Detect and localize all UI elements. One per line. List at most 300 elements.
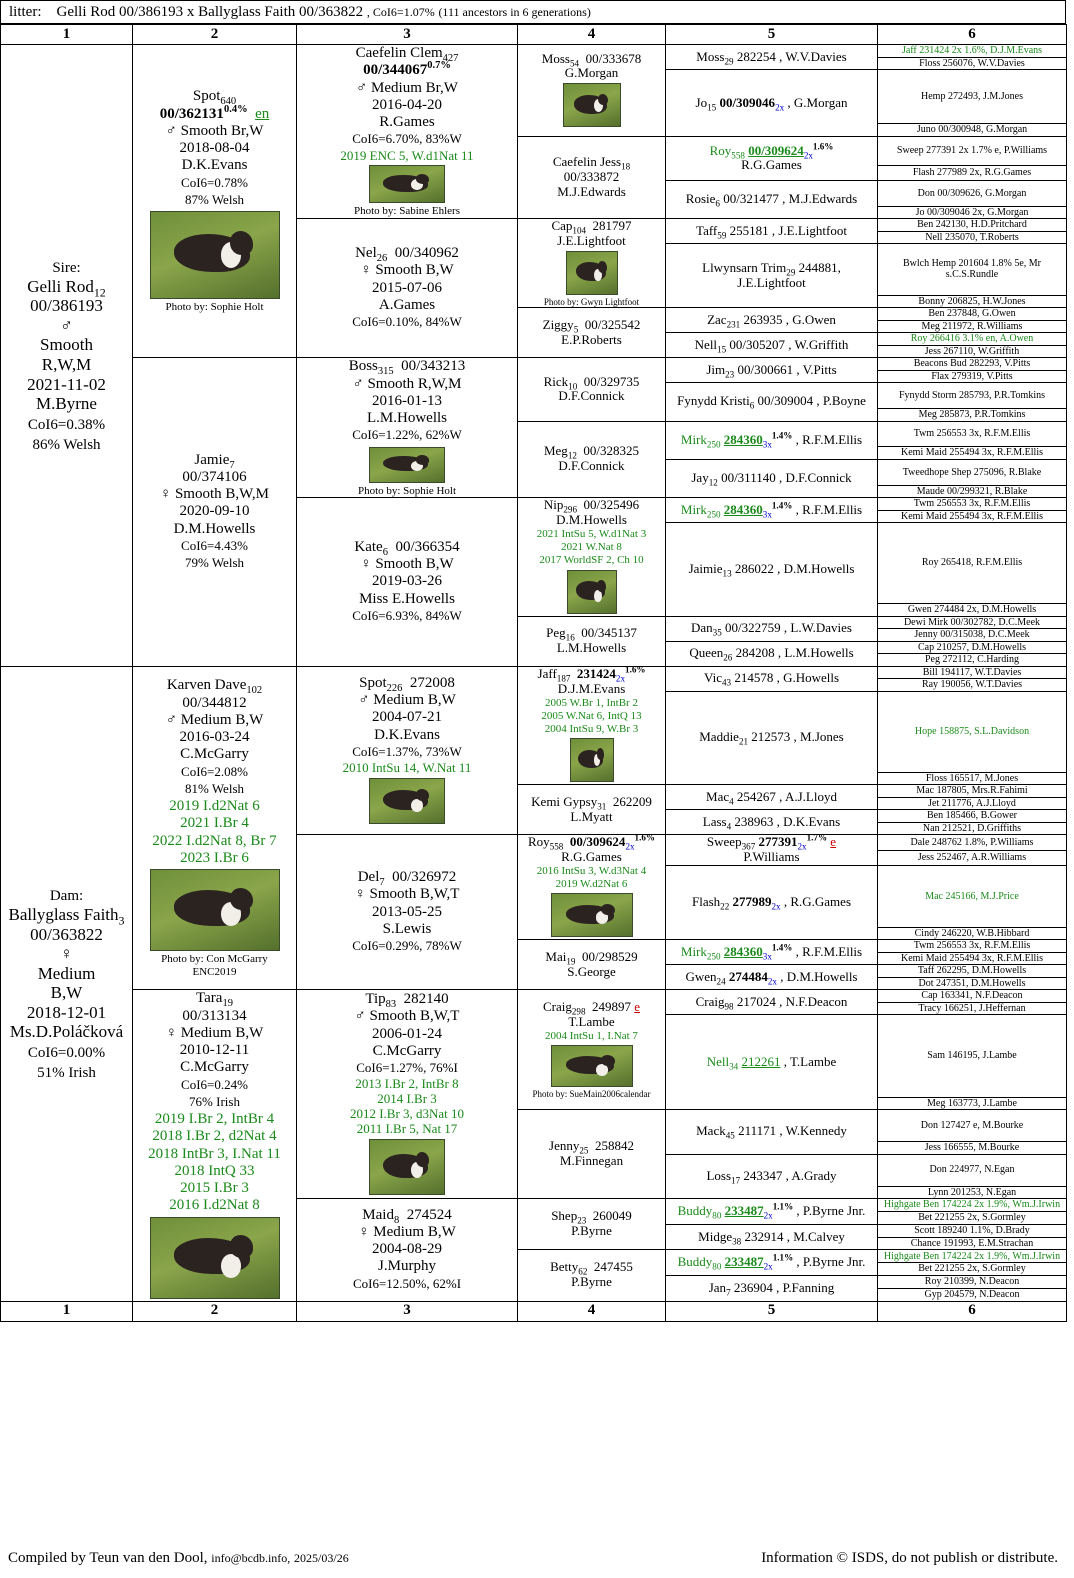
- g6-ancestor[interactable]: Highgate Ben 174224 2x 1.9%, Wm.J.Irwin: [883, 1250, 1061, 1262]
- footer-compiled: Compiled by Teun van den Dool,: [8, 1550, 208, 1566]
- g5-name[interactable]: Jaimie: [688, 560, 723, 576]
- g2-spot-name[interactable]: Spot: [192, 88, 221, 105]
- g5-name[interactable]: Loss: [706, 1167, 732, 1183]
- g6-ancestor[interactable]: Jet 211776, A.J.Lloyd: [928, 797, 1016, 809]
- g6-ancestor[interactable]: Floss 256076, W.V.Davies: [919, 57, 1025, 69]
- g6-ancestor[interactable]: Jenny 00/315038, D.C.Meek: [914, 629, 1030, 641]
- g3-kate-born: 2019-03-26: [372, 573, 442, 590]
- g5-sub: 59: [717, 230, 727, 241]
- g4-cell: [518, 1199, 666, 1250]
- g2-karven-sex: ♂ Medium B,W: [165, 711, 264, 728]
- g5-name[interactable]: Jan: [708, 1279, 727, 1295]
- g3-maid-name[interactable]: Maid: [362, 1206, 394, 1223]
- dam-coi: CoI6=0.00%: [27, 1044, 106, 1061]
- g5-reg[interactable]: 284360: [723, 943, 763, 959]
- g6-ancestor[interactable]: Meg 211972, R.Williams: [921, 320, 1023, 332]
- g5-name[interactable]: Dan: [690, 620, 713, 636]
- g6-ancestor[interactable]: Bet 221255 2x, S.Gormley: [918, 1212, 1026, 1224]
- g4-name[interactable]: Caefelin Jess: [552, 154, 622, 170]
- g2-spot-pct: 0.4%: [223, 103, 248, 115]
- g5-cell: [666, 865, 878, 939]
- g4-reg: 249897: [592, 999, 631, 1015]
- column-number: 3: [297, 25, 518, 45]
- g6-ancestor[interactable]: Don 00/309626, G.Morgan: [917, 187, 1027, 199]
- g4-name[interactable]: Meg: [543, 443, 568, 459]
- dam-born: 2018-12-01: [26, 1002, 107, 1022]
- g2-tara-breed: 76% Irish: [189, 1093, 240, 1109]
- g2-jamie-born: 2020-09-10: [179, 503, 250, 520]
- g4-name[interactable]: Mai: [545, 948, 567, 964]
- g4-reg: 258842: [594, 1138, 634, 1154]
- g6-cell: [878, 691, 1067, 772]
- g5-name[interactable]: Flash: [691, 894, 721, 910]
- g3-kate-name[interactable]: Kate: [354, 538, 383, 555]
- g6-ancestor[interactable]: Sam 146195, J.Lambe: [927, 1050, 1017, 1062]
- award-line: 2021 IntSu 5, W.d1Nat 3: [536, 528, 647, 541]
- g6-cell: [878, 498, 1067, 511]
- g2-jamie-sub: 7: [229, 459, 235, 471]
- g6-cell: [878, 333, 1067, 346]
- g6-cell: [878, 965, 1067, 978]
- award-line: 2015 I.Br 3: [180, 1180, 249, 1197]
- column-number: 6: [878, 25, 1067, 45]
- g2-jamie-breed: 79% Welsh: [184, 555, 244, 571]
- sire-coi: CoI6=0.38%: [27, 416, 106, 433]
- g6-ancestor[interactable]: Sweep 277391 2x 1.7% e, P.Williams: [896, 145, 1048, 156]
- column-number: 2: [133, 1301, 297, 1321]
- g4-name[interactable]: Nip: [543, 497, 564, 513]
- g5-reg: 00/300661: [737, 361, 794, 377]
- g4-reg: 260049: [592, 1208, 632, 1224]
- g6-ancestor[interactable]: Chance 191993, E.M.Strachan: [910, 1237, 1034, 1249]
- award-line: 2018 I.Br 2, d2Nat 4: [152, 1128, 277, 1145]
- g4-name[interactable]: Moss: [541, 50, 570, 66]
- g5-name[interactable]: Jim: [706, 361, 726, 377]
- g5-name[interactable]: Queen: [689, 645, 724, 661]
- g3-clem-reg: 00/344067: [363, 62, 428, 79]
- g6-ancestor[interactable]: Mac 187805, Mrs.R.Fahimi: [916, 785, 1028, 797]
- g3-del-name[interactable]: Del: [357, 869, 380, 886]
- g5-cell: [666, 498, 878, 523]
- g4-reg: 00/328325: [583, 443, 640, 459]
- g5-reg[interactable]: 284360: [723, 501, 763, 517]
- g6-cell: [878, 57, 1067, 70]
- award-line: 2019 I.Br 2, IntBr 4: [154, 1111, 275, 1128]
- g6-ancestor[interactable]: Jess 267110, W.Griffith: [924, 345, 1020, 357]
- g2-tara-sex: ♀ Medium B,W: [165, 1024, 264, 1041]
- g2-karven-name[interactable]: Karven Dave: [166, 677, 247, 694]
- g5-name[interactable]: Mac: [706, 788, 730, 804]
- g3-kate-coi: CoI6=6.93%, 84%W: [352, 607, 462, 623]
- g3-tip-born: 2006-01-24: [372, 1025, 442, 1042]
- g2-karven-owner: C.McGarry: [180, 746, 249, 763]
- g6-ancestor[interactable]: Dot 247351, D.M.Howells: [918, 977, 1026, 989]
- g6-ancestor[interactable]: Cindy 246220, W.B.Hibbard: [914, 927, 1030, 939]
- g5-pct: 1.4%: [771, 500, 793, 511]
- g3-spot2-name[interactable]: Spot: [359, 674, 387, 691]
- g5-multiplier: 3x: [762, 439, 772, 450]
- g6-ancestor[interactable]: Nan 212521, D.Griffiths: [922, 822, 1022, 834]
- g5-owner: , M.J.Edwards: [782, 191, 858, 207]
- g5-cell: [666, 1110, 878, 1154]
- g4-name[interactable]: Craig: [542, 999, 572, 1015]
- photo-credit: Photo by: SueMain2006calendar: [532, 1089, 651, 1100]
- g3-maid-sub: 8: [393, 1214, 400, 1226]
- g6-ancestor[interactable]: Kemi Maid 255494 3x, R.F.M.Ellis: [901, 510, 1043, 522]
- g6-ancestor[interactable]: Jaff 231424 2x 1.6%, D.J.M.Evans: [901, 45, 1043, 56]
- g6-ancestor[interactable]: Tracy 166251, J.Heffernan: [918, 1002, 1026, 1014]
- g4-multiplier: 2x: [615, 673, 626, 684]
- g6-ancestor[interactable]: Scott 189240 1.1%, D.Brady: [914, 1224, 1030, 1236]
- g6-ancestor[interactable]: Roy 266416 3.1% en, A.Owen: [910, 333, 1034, 345]
- dog-photo: [369, 165, 445, 203]
- g2-cell: [133, 990, 297, 1301]
- sire-sex: ♂: [60, 315, 73, 335]
- g4-sub: 31: [597, 801, 607, 812]
- g4-cell: [518, 136, 666, 218]
- g5-cell: [666, 333, 878, 358]
- g6-ancestor[interactable]: Twm 256553 3x, R.F.M.Ellis: [913, 498, 1031, 510]
- g6-ancestor[interactable]: Twm 256553 3x, R.F.M.Ellis: [913, 940, 1031, 952]
- g4-pct: 1.6%: [634, 834, 655, 843]
- g5-reg: 277391: [758, 834, 798, 850]
- g6-ancestor[interactable]: Mac 245166, M.J.Price: [925, 890, 1019, 902]
- g4-name[interactable]: Cap: [551, 218, 573, 234]
- sire-label: Sire:: [52, 259, 81, 276]
- g6-ancestor[interactable]: Beacons Bud 282293, V.Pitts: [913, 358, 1031, 370]
- g5-owner: , P.Byrne Jnr.: [796, 1202, 866, 1218]
- g6-ancestor[interactable]: Maude 00/299321, R.Blake: [916, 485, 1028, 497]
- g6-cell: [878, 1212, 1067, 1225]
- g5-name[interactable]: Zac: [707, 311, 727, 327]
- g3-clem-sub: 427: [442, 53, 459, 64]
- award-line: 2016 IntSu 3, W.d3Nat 4: [536, 864, 647, 877]
- g6-ancestor[interactable]: Peg 272112, C.Harding: [924, 654, 1020, 666]
- g6-cell: [878, 1110, 1067, 1142]
- g5-name[interactable]: Mirk: [680, 501, 707, 517]
- g4-e-link[interactable]: e: [634, 999, 641, 1015]
- g6-cell: [878, 523, 1067, 604]
- g5-sub: 38: [732, 1236, 742, 1247]
- g6-ancestor[interactable]: Nell 235070, T.Roberts: [925, 231, 1019, 243]
- g6-ancestor[interactable]: Tweedhope Shep 275096, R.Blake: [902, 466, 1042, 478]
- award-line: 2017 WorldSF 2, Ch 10: [539, 554, 644, 567]
- g6-cell: [878, 1015, 1067, 1097]
- footer-email[interactable]: info@bcdb.info,: [211, 1551, 291, 1565]
- g3-kate-sex: ♀ Smooth B,W: [360, 556, 454, 573]
- award-line: 2014 I.Br 3: [377, 1091, 437, 1107]
- g6-cell: [878, 358, 1067, 371]
- g5-name[interactable]: Mirk: [680, 943, 707, 959]
- g6-ancestor[interactable]: Jess 252467, A.R.Williams: [917, 851, 1027, 863]
- g4-cell: [518, 358, 666, 421]
- g6-cell: [878, 1002, 1067, 1015]
- g2-tara-born: 2010-12-11: [179, 1042, 250, 1059]
- g6-ancestor[interactable]: Highgate Ben 174224 2x 1.9%, Wm.J.Irwin: [883, 1199, 1061, 1211]
- g6-ancestor[interactable]: Taff 262295, D.M.Howells: [917, 965, 1027, 977]
- g4-sub: 104: [572, 225, 587, 236]
- g5-reg[interactable]: 233487: [724, 1202, 764, 1218]
- g5-sub: 80: [712, 1210, 722, 1221]
- g4-owner: L.Myatt: [570, 808, 613, 824]
- award-line: 2005 W.Nat 6, IntQ 13: [541, 709, 642, 722]
- g5-sub: 231: [726, 319, 741, 330]
- photo-credit: Photo by: Gwyn Lightfoot: [543, 296, 640, 307]
- g4-cell: [518, 666, 666, 784]
- photo-credit-2: ENC2019: [192, 965, 237, 978]
- g5-name[interactable]: Taff: [696, 222, 718, 238]
- g6-cell: [878, 977, 1067, 990]
- award-line: 2013 I.Br 2, IntBr 8: [355, 1076, 459, 1092]
- g6-ancestor[interactable]: Roy 210399, N.Deacon: [924, 1276, 1020, 1288]
- dam-name[interactable]: Ballyglass Faith: [8, 905, 119, 925]
- g5-name[interactable]: Jay: [691, 470, 709, 486]
- dog-photo: [369, 1139, 445, 1195]
- g6-ancestor[interactable]: Hemp 272493, J.M.Jones: [921, 90, 1023, 102]
- g6-ancestor[interactable]: Ben 185466, B.Gower: [927, 810, 1017, 822]
- g5-owner: , A.J.Lloyd: [779, 788, 837, 804]
- g6-ancestor[interactable]: Bet 221255 2x, S.Gormley: [918, 1263, 1026, 1275]
- litter-header: [0, 0, 1066, 24]
- g5-owner: , L.M.Howells: [777, 645, 854, 661]
- g5-cell: [666, 45, 878, 70]
- g6-cell: [878, 940, 1067, 953]
- g3-maid-owner: J.Murphy: [378, 1258, 436, 1275]
- g5-sub: 34: [729, 1061, 739, 1072]
- g6-cell: [878, 459, 1067, 485]
- g5-name[interactable]: Nell: [706, 1053, 730, 1069]
- g4-name[interactable]: Peg: [546, 625, 566, 641]
- g6-cell: [878, 370, 1067, 383]
- g4-name[interactable]: Roy: [528, 834, 550, 850]
- g5-pct: 1.4%: [771, 430, 793, 441]
- dog-photo: [150, 1217, 280, 1299]
- g4-name[interactable]: Rick: [543, 373, 569, 389]
- g4-sub: 16: [565, 632, 575, 643]
- g4-owner: D.F.Connick: [558, 388, 625, 404]
- g4-sub: 19: [566, 956, 576, 967]
- g4-cell: [518, 835, 666, 940]
- g5-name[interactable]: Sweep: [706, 834, 742, 850]
- g4-reg: 00/325542: [584, 316, 641, 332]
- g5-name[interactable]: Moss: [696, 48, 725, 64]
- dog-photo: [563, 83, 621, 127]
- column-number: 2: [133, 25, 297, 45]
- g5-owner: , V.Pitts: [796, 361, 837, 377]
- award-line: 2021 W.Nat 8: [561, 541, 622, 554]
- g3-spot2-born: 2004-07-21: [372, 709, 442, 726]
- g2-karven-sub: 102: [246, 685, 263, 697]
- g5-cell: [666, 990, 878, 1015]
- g6-ancestor[interactable]: Twm 256553 3x, R.F.M.Ellis: [913, 428, 1031, 440]
- g6-ancestor[interactable]: Hope 158875, S.L.Davidson: [914, 725, 1030, 737]
- g6-ancestor[interactable]: Dale 248762 1.8%, P.Williams: [910, 836, 1034, 848]
- g6-ancestor[interactable]: Bonny 206825, H.W.Jones: [918, 295, 1026, 307]
- g6-ancestor[interactable]: Ray 190056, W.T.Davies: [921, 679, 1023, 691]
- g5-sub: 367: [741, 841, 756, 852]
- g6-ancestor[interactable]: Roy 265418, R.F.M.Ellis: [921, 557, 1023, 569]
- g6-cell: [878, 219, 1067, 232]
- g5-name[interactable]: Llwynsarn Trim: [702, 259, 787, 275]
- g6-ancestor[interactable]: Kemi Maid 255494 3x, R.F.M.Ellis: [901, 447, 1043, 459]
- g3-kate-sub: 6: [382, 546, 388, 558]
- g4-cell: [518, 308, 666, 358]
- g6-ancestor[interactable]: Kemi Maid 255494 3x, R.F.M.Ellis: [901, 952, 1043, 964]
- g5-multiplier: 2x: [803, 150, 813, 161]
- g6-ancestor[interactable]: Lynn 201253, N.Egan: [927, 1186, 1017, 1198]
- g2-spot-link[interactable]: en: [255, 105, 270, 122]
- g5-name[interactable]: Lass: [702, 813, 727, 829]
- g5-reg[interactable]: 00/309624: [748, 142, 804, 158]
- g6-ancestor[interactable]: Flax 279319, V.Pitts: [931, 370, 1013, 382]
- dam-breed: 51% Irish: [37, 1065, 96, 1082]
- g6-cell: [878, 629, 1067, 642]
- g4-cell: [518, 1250, 666, 1301]
- g3-boss-reg: 00/343213: [401, 358, 466, 375]
- g3-nel-born: 2015-07-06: [372, 279, 442, 296]
- award-line: 2018 IntQ 33: [174, 1162, 255, 1179]
- g3-nel-name[interactable]: Nel: [355, 245, 377, 262]
- g6-ancestor[interactable]: Meg 163773, J.Lambe: [927, 1097, 1017, 1109]
- g5-name[interactable]: Maddie: [699, 729, 739, 745]
- sire-name[interactable]: Gelli Rod: [27, 276, 94, 296]
- g5-reg[interactable]: 212261: [741, 1053, 781, 1069]
- g6-ancestor[interactable]: Juno 00/300948, G.Morgan: [916, 124, 1028, 136]
- g5-name[interactable]: Jo: [695, 94, 708, 110]
- g4-cell: [518, 421, 666, 498]
- g6-cell: [878, 835, 1067, 850]
- g5-sub: 13: [722, 568, 732, 579]
- g3-tip-name[interactable]: Tip: [365, 991, 386, 1008]
- g6-ancestor[interactable]: Don 127427 e, M.Bourke: [920, 1119, 1024, 1131]
- header-sire: Gelli Rod 00/386193: [56, 4, 184, 20]
- g4-name[interactable]: Kemi Gypsy: [531, 793, 598, 809]
- g5-multiplier: 3x: [762, 951, 772, 962]
- g2-jamie-name[interactable]: Jamie: [194, 451, 230, 468]
- g6-cell: [878, 952, 1067, 965]
- g4-reg: 00/333872: [563, 169, 620, 185]
- g6-ancestor[interactable]: Floss 165517, M.Jones: [925, 772, 1019, 784]
- g4-reg: 00/333678: [585, 50, 642, 66]
- g5-name[interactable]: Buddy: [677, 1254, 713, 1270]
- g6-ancestor[interactable]: Jo 00/309046 2x, G.Morgan: [915, 206, 1029, 218]
- g6-ancestor[interactable]: Don 224977, N.Egan: [929, 1164, 1015, 1176]
- award-line: 2023 I.Br 6: [180, 849, 249, 866]
- g5-cell: [666, 1224, 878, 1250]
- dam-cell: [1, 666, 133, 1301]
- g5-reg: 00/305207: [729, 336, 786, 352]
- g4-reg: 00/298529: [581, 948, 638, 964]
- g5-reg: 244881,: [798, 259, 841, 275]
- g5-name[interactable]: Buddy: [677, 1202, 713, 1218]
- g3-clem-name[interactable]: Caefelin Clem: [355, 45, 443, 61]
- g5-name[interactable]: Mirk: [680, 431, 707, 447]
- g6-ancestor[interactable]: Bill 194117, W.T.Davies: [922, 666, 1022, 678]
- award-line: 2016 I.d2Nat 8: [169, 1197, 260, 1214]
- g4-reg: 00/345137: [581, 625, 637, 641]
- g5-reg[interactable]: 284360: [723, 431, 763, 447]
- g3-kate-reg: 00/366354: [395, 538, 460, 555]
- g6-cell: [878, 345, 1067, 358]
- g3-boss-owner: L.M.Howells: [367, 410, 447, 427]
- g6-ancestor[interactable]: Bwlch Hemp 201604 1.8% 5e, Mr s.C.S.Rundle: [902, 257, 1042, 281]
- g5-sub: 80: [712, 1261, 722, 1272]
- g5-sub: 4: [729, 796, 734, 807]
- g6-ancestor[interactable]: Gwen 274484 2x, D.M.Howells: [907, 604, 1037, 616]
- g3-cell: [297, 219, 518, 358]
- g5-e-link[interactable]: e: [830, 834, 837, 850]
- g5-name[interactable]: Nell: [694, 336, 718, 352]
- g6-cell: [878, 409, 1067, 422]
- g6-cell: [878, 165, 1067, 180]
- g6-ancestor[interactable]: Flash 277989 2x, R.G.Games: [912, 167, 1032, 178]
- g3-spot2-sub: 226: [386, 682, 403, 694]
- g5-reg: 282254: [736, 48, 776, 64]
- g6-ancestor[interactable]: Ben 242130, H.D.Pritchard: [917, 219, 1027, 231]
- g3-tip-coi: CoI6=1.27%, 76%I: [356, 1060, 458, 1076]
- g4-name[interactable]: Shep: [551, 1208, 578, 1224]
- g5-name[interactable]: Fynydd Kristi: [677, 393, 750, 409]
- g3-boss-name[interactable]: Boss: [348, 358, 378, 375]
- g5-name[interactable]: Rosie: [685, 191, 716, 207]
- g5-cell: [666, 219, 878, 244]
- g5-name[interactable]: Gwen: [685, 968, 717, 984]
- g6-ancestor[interactable]: Cap 210257, D.M.Howells: [917, 641, 1027, 653]
- g6-ancestor[interactable]: Gyp 204579, N.Deacon: [924, 1289, 1020, 1301]
- g6-cell: [878, 865, 1067, 927]
- g5-owner: , D.M.Howells: [777, 560, 855, 576]
- g6-ancestor[interactable]: Ben 237848, G.Owen: [928, 308, 1016, 320]
- g2-tara-coi: CoI6=0.24%: [181, 1076, 248, 1092]
- g4-name[interactable]: Jenny: [549, 1138, 580, 1154]
- award-line: 2022 I.d2Nat 8, Br 7: [152, 832, 277, 849]
- g5-name[interactable]: Vic: [703, 670, 722, 686]
- g4-pct: 1.6%: [625, 666, 646, 675]
- g5-owner: , L.W.Davies: [783, 620, 852, 636]
- g4-owner: J.E.Lightfoot: [557, 233, 626, 249]
- g6-ancestor[interactable]: Fynydd Storm 285793, P.R.Tomkins: [899, 389, 1045, 401]
- g2-tara-name[interactable]: Tara: [196, 990, 223, 1007]
- g6-cell: [878, 641, 1067, 654]
- g5-name[interactable]: Craig: [695, 993, 725, 1009]
- g4-name[interactable]: Betty: [550, 1259, 579, 1275]
- g6-cell: [878, 604, 1067, 617]
- g5-owner: , D.F.Connick: [778, 470, 852, 486]
- g5-pct: 1.1%: [772, 1201, 794, 1212]
- column-number: 1: [1, 25, 133, 45]
- g6-cell: [878, 1199, 1067, 1212]
- g5-reg[interactable]: 233487: [724, 1254, 764, 1270]
- g6-ancestor[interactable]: Meg 285873, P.R.Tomkins: [918, 409, 1026, 421]
- g3-clem-owner: R.Games: [379, 114, 435, 130]
- photo-credit: Photo by: Sabine Ehlers: [353, 205, 461, 218]
- g5-multiplier: 2x: [775, 102, 785, 113]
- g4-name[interactable]: Jaff: [537, 666, 557, 681]
- g3-del-sex: ♀ Smooth B,W,T: [354, 886, 460, 903]
- g4-name[interactable]: Ziggy: [542, 316, 574, 332]
- g3-spot2-sex: ♂ Medium B,W: [358, 692, 456, 708]
- g6-ancestor[interactable]: Dewi Mirk 00/302782, D.C.Meek: [903, 616, 1041, 628]
- g5-owner: , W.V.Davies: [779, 48, 847, 64]
- g6-ancestor[interactable]: Cap 163341, N.F.Deacon: [921, 990, 1023, 1002]
- g6-ancestor[interactable]: Jess 166555, M.Bourke: [924, 1142, 1020, 1154]
- g3-cell: [297, 358, 518, 498]
- g5-name[interactable]: Midge: [698, 1228, 733, 1244]
- g5-name[interactable]: Roy: [709, 142, 732, 158]
- g4-owner: E.P.Roberts: [561, 331, 622, 347]
- g3-del-owner: S.Lewis: [382, 920, 432, 937]
- g5-name[interactable]: Mack: [696, 1123, 726, 1139]
